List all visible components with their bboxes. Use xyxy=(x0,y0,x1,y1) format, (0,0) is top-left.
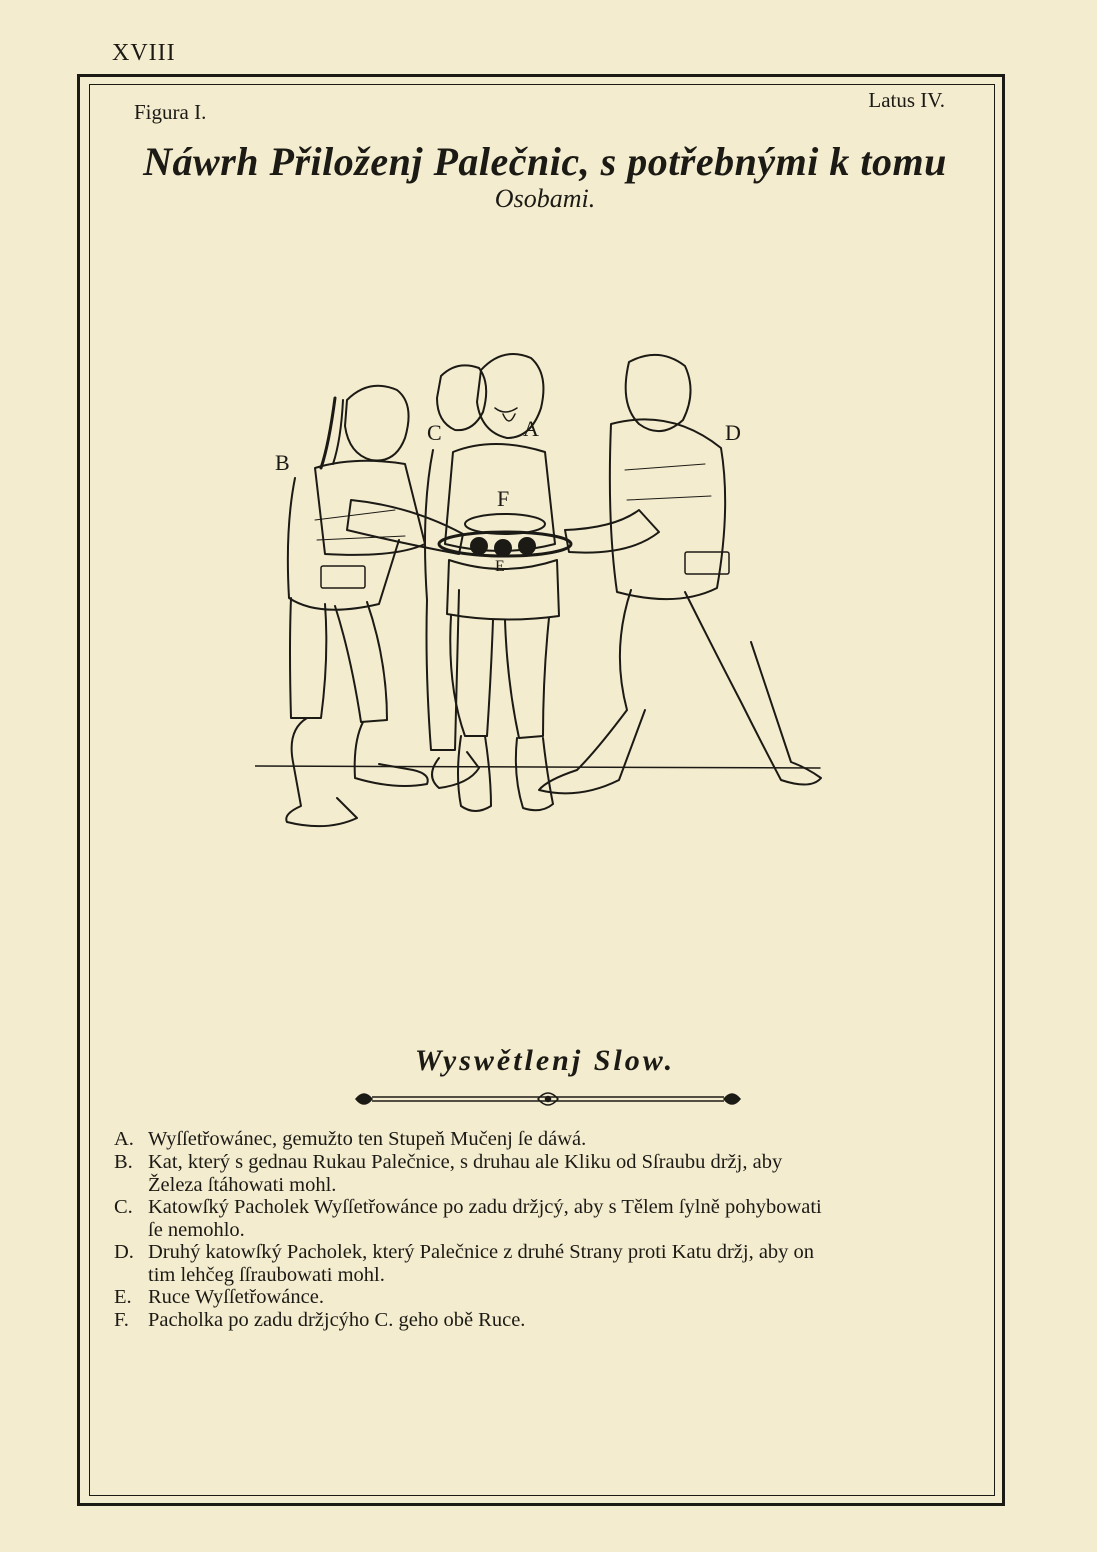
figure-a-suspect xyxy=(439,354,571,811)
page-number: XVIII xyxy=(112,40,176,66)
legend-key: C. xyxy=(114,1196,133,1218)
legend-text: Druhý katowſký Pacholek, který Palečnice z druhé Strany proti Katu držj, aby on xyxy=(148,1241,815,1263)
section-heading: Wyswětlenj Slow. xyxy=(414,1044,676,1077)
legend-text: Ruce Wyſſetřowánce. xyxy=(148,1286,324,1308)
legend-key: E. xyxy=(114,1286,132,1308)
legend-continuation: Železa ſtáhowati mohl. xyxy=(148,1174,337,1196)
figure-letter-c: C xyxy=(427,420,442,445)
figure-letter-e: E xyxy=(495,558,505,575)
figure-d-second-assistant xyxy=(539,355,821,793)
legend-item-e xyxy=(114,1286,994,1308)
plate-subtitle: Osobami. xyxy=(494,184,596,213)
legend-continuation: ſe nemohlo. xyxy=(148,1219,245,1241)
legend-text: Pacholka po zadu držjcýho C. geho obě Ruce. xyxy=(148,1309,526,1331)
legend-item-c xyxy=(114,1196,994,1218)
figure-letter-a: A xyxy=(523,416,539,441)
legend-text: Kat, který s gednau Rukau Palečnice, s druhau ale Kliku od Sſraubu držj, aby xyxy=(148,1151,783,1173)
legend-key: B. xyxy=(114,1151,133,1173)
figure-label: Figura I. xyxy=(134,100,207,124)
legend-item-f xyxy=(114,1309,994,1331)
legend-continuation: tim lehčeg ſſraubowati mohl. xyxy=(148,1264,385,1286)
legend-key: D. xyxy=(114,1241,134,1263)
legend-list xyxy=(114,1128,994,1332)
engraving-illustration xyxy=(255,340,845,860)
legend-item-d xyxy=(114,1241,994,1263)
figure-letter-b: B xyxy=(275,450,290,475)
decorative-rule xyxy=(352,1086,744,1112)
legend-text: Katowſký Pacholek Wyſſetřowánce po zadu držjcý, aby s Tělem ſylně pohybowati xyxy=(148,1196,822,1218)
legend-item-b xyxy=(114,1151,994,1173)
figure-letter-d: D xyxy=(725,420,741,445)
figure-letter-f: F xyxy=(497,486,510,511)
plate-title: Náwrh Přiloženj Palečnic, s potřebnými k tomu xyxy=(143,139,947,184)
legend-text: Wyſſetřowánec, gemužto ten Stupeň Mučenj ſe dáwá. xyxy=(148,1128,587,1150)
legend-key: A. xyxy=(114,1128,134,1150)
latus-label: Latus IV. xyxy=(868,88,945,112)
legend-key: F. xyxy=(114,1309,129,1331)
legend-item-a xyxy=(114,1128,994,1150)
